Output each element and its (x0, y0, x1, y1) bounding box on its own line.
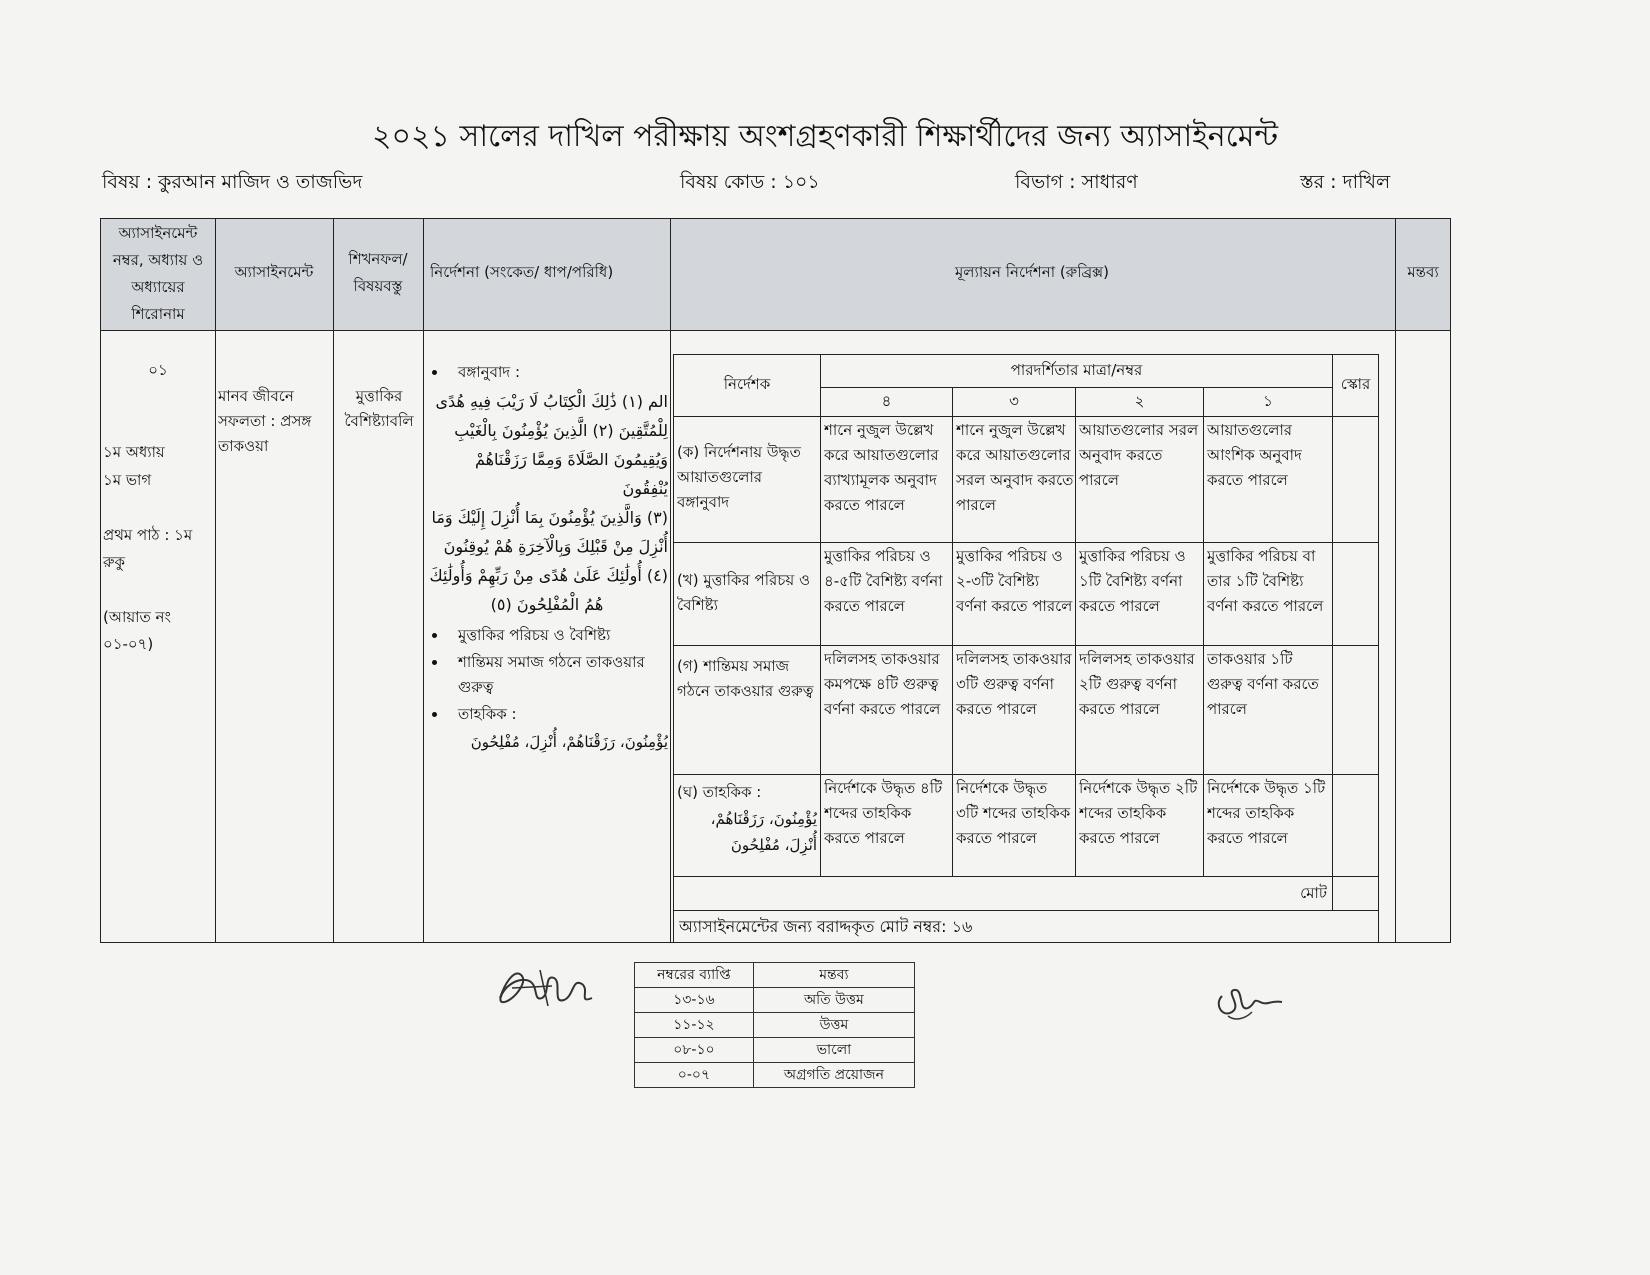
table-border (100, 218, 1451, 219)
table-border (100, 330, 1451, 331)
rubric-row-indicator: (খ) মুত্তাকির পরিচয় ও বৈশিষ্ট্য (677, 571, 810, 614)
instruction-muttaqi: • মুত্তাকির পরিচয় ও বৈশিষ্ট্য (448, 623, 668, 648)
table-border (333, 218, 334, 943)
table-border (670, 218, 671, 943)
instruction-taqwa: • শান্তিময় সমাজ গঠনে তাকওয়ার গুরুত্ব (448, 650, 668, 700)
grade-header-range: নম্বরের ব্যাপ্তি (635, 963, 754, 988)
table-border (100, 218, 101, 943)
rubric-indicator-header: নির্দেশক (723, 375, 771, 393)
header-rubric: মূল্যায়ন নির্দেশনা (রুব্রিক্স) (954, 263, 1110, 281)
table-border (215, 218, 216, 943)
assignment-number: ০১ (148, 361, 168, 379)
signature-right (1212, 982, 1290, 1024)
rubric-cell: আয়াতগুলোর সরল অনুবাদ করতে পারলে (1079, 421, 1199, 489)
rubric-row-indicator: (ক) নির্দেশনায় উদ্ধৃত আয়াতগুলোর বঙ্গানুবাদ (677, 443, 801, 511)
rubric-cell: নির্দেশকে উদ্ধৃত ৩টি শব্দের তাহকিক করতে পারলে (956, 779, 1071, 847)
grade-range: ০-০৭ (635, 1063, 754, 1088)
grade-remark: উত্তম (753, 1013, 914, 1038)
rubric-cell: নির্দেশকে উদ্ধৃত ১টি শব্দের তাহকিক করতে পারলে (1207, 779, 1326, 847)
grade-remark: অতি উত্তম (753, 988, 914, 1013)
table-border (423, 218, 424, 943)
arabic-line: هُمُ الْمُفْلِحُونَ (٥) (490, 595, 604, 614)
division-label: বিভাগ : সাধারণ (1015, 171, 1138, 193)
part-label: ১ম ভাগ (103, 471, 152, 489)
subject-code-label: বিষয় কোড : ১০১ (680, 171, 820, 193)
rubric-score-header: স্কোর (1340, 375, 1371, 393)
rubric-row-indicator: (গ) শান্তিময় সমাজ গঠনে তাকওয়ার গুরুত্ব (677, 657, 814, 700)
rubric-row-arabic: يُؤْمِنُونَ، رَزَقْنَاهُمْ، أُنْزِلَ، مُفْلِحُونَ (710, 810, 817, 854)
chapter-label: ১ম অধ্যায় (103, 443, 165, 461)
rubric-allocated-marks: অ্যাসাইনমেন্টের জন্য বরাদ্দকৃত মোট নম্বর: ১৬ (679, 917, 973, 936)
tahkik-words: يُؤْمِنُونَ، رَزَقْنَاهُمْ، أُنْزِلَ، مُفْلِحُونَ (470, 733, 668, 751)
rubric-cell: নির্দেশকে উদ্ধৃত ৪টি শব্দের তাহকিক করতে পারলে (824, 779, 943, 847)
rubric-row-indicator: (ঘ) তাহকিক : (677, 783, 762, 801)
signature-left (492, 958, 602, 1014)
arabic-line: الم (١) ذَٰلِكَ الْكِتَابُ لَا رَيْبَ فِيهِ هُدًى (435, 392, 668, 411)
rubric-cell: দলিলসহ তাকওয়ার ৩টি গুরুত্ব বর্ণনা করতে পারলে (956, 650, 1072, 718)
rubric-level-4: ৪ (881, 392, 892, 410)
header-remarks: মন্তব্য (1407, 263, 1439, 281)
grade-header-remarks: মন্তব্য (753, 963, 914, 988)
rubric-cell: মুত্তাকির পরিচয় ও ১টি বৈশিষ্ট্য বর্ণনা করতে পারলে (1079, 547, 1186, 615)
arabic-verses (426, 387, 668, 619)
rubric-cell: আয়াতগুলোর আংশিক অনুবাদ করতে পারলে (1207, 421, 1302, 489)
rubric-level-header: পারদর্শিতার মাত্রা/নম্বর (1010, 361, 1143, 379)
page-title: ২০২১ সালের দাখিল পরীক্ষায় অংশগ্রহণকারী শিক্ষার্থীদের জন্য অ্যাসাইনমেন্ট (371, 119, 1278, 154)
learning-outcome: মুত্তাকির বৈশিষ্ট্যাবলি (344, 387, 414, 430)
instruction-translation: • বঙ্গানুবাদ : (448, 360, 668, 385)
rubric-cell: শানে নুজুল উল্লেখ করে আয়াতগুলোর ব্যাখ্যামূলক অনুবাদ করতে পারলে (824, 421, 939, 514)
rubric-total-label: মোট (1300, 884, 1327, 902)
subject-label: বিষয় : কুরআন মাজিদ ও তাজভিদ (102, 171, 363, 193)
grade-range: ১১-১২ (635, 1013, 754, 1038)
arabic-line: (٣) وَالَّذِينَ يُؤْمِنُونَ بِمَا أُنْزِلَ إِلَيْكَ وَمَا (431, 508, 668, 527)
rubric-level-2: ২ (1134, 392, 1145, 410)
rubric-level-1: ১ (1263, 392, 1273, 410)
header-assignment: অ্যাসাইনমেন্ট (234, 263, 314, 281)
instruction-list (426, 360, 668, 385)
arabic-line: وَيُقِيمُونَ الصَّلَاةَ وَمِمَّا رَزَقْنَاهُمْ يُنْفِقُونَ (474, 450, 668, 498)
rubric-cell: শানে নুজুল উল্লেখ করে আয়াতগুলোর সরল অনুবাদ করতে পারলে (956, 421, 1074, 514)
rubric-cell: মুত্তাকির পরিচয় বা তার ১টি বৈশিষ্ট্য বর্ণনা করতে পারলে (1207, 547, 1324, 615)
arabic-line: (٤) أُولَٰئِكَ عَلَىٰ هُدًى مِنْ رَبِّهِمْ وَأُولَٰئِكَ (429, 566, 668, 585)
assignment-title: মানব জীবনে সফলতা : প্রসঙ্গ তাকওয়া (218, 387, 312, 455)
rubric-level-3: ৩ (1009, 392, 1019, 410)
grade-remark: ভালো (753, 1038, 914, 1063)
ayat-label: (আয়াত নং ০১-০৭) (103, 608, 171, 653)
level-label: স্তর : দাখিল (1300, 171, 1391, 193)
header-assignment-number: অ্যাসাইনমেন্ট নম্বর, অধ্যায় ও অধ্যায়ের শিরোনাম (112, 224, 204, 323)
instruction-list (426, 623, 668, 727)
grade-range-table (634, 962, 915, 1088)
arabic-line: لِلْمُتَّقِينَ (٢) الَّذِينَ يُؤْمِنُونَ بِالْغَيْبِ (454, 421, 668, 440)
rubric-cell: নির্দেশকে উদ্ধৃত ২টি শব্দের তাহকিক করতে পারলে (1079, 779, 1198, 847)
grade-remark: অগ্রগতি প্রয়োজন (753, 1063, 914, 1088)
rubric-cell: দলিলসহ তাকওয়ার কমপক্ষে ৪টি গুরুত্ব বর্ণনা করতে পারলে (824, 650, 941, 718)
grade-range: ০৮-১০ (635, 1038, 754, 1063)
rubric-cell: দলিলসহ তাকওয়ার ২টি গুরুত্ব বর্ণনা করতে পারলে (1079, 650, 1195, 718)
rubric-cell: মুত্তাকির পরিচয় ও ৪-৫টি বৈশিষ্ট্য বর্ণনা করতে পারলে (824, 547, 943, 615)
header-learning-outcome: শিখনফল/ বিষয়বস্তু (348, 250, 408, 295)
instructions (426, 360, 668, 920)
rubric-cell: মুত্তাকির পরিচয় ও ২-৩টি বৈশিষ্ট্য বর্ণনা করতে পারলে (956, 547, 1073, 615)
header-instructions: নির্দেশনা (সংকেত/ ধাপ/পরিধি) (430, 263, 614, 281)
table-border (1450, 218, 1451, 943)
instruction-tahkik: • তাহকিক : (448, 702, 668, 727)
lesson-label: প্রথম পাঠ : ১ম রুকু (103, 526, 193, 571)
table-border (1395, 218, 1396, 943)
rubric-table (673, 354, 1379, 943)
grade-range: ১৩-১৬ (635, 988, 754, 1013)
rubric-cell: তাকওয়ার ১টি গুরুত্ব বর্ণনা করতে পারলে (1207, 650, 1319, 718)
arabic-line: أُنْزِلَ مِنْ قَبْلِكَ وَبِالْآخِرَةِ هُمْ يُوقِنُونَ (443, 537, 668, 556)
